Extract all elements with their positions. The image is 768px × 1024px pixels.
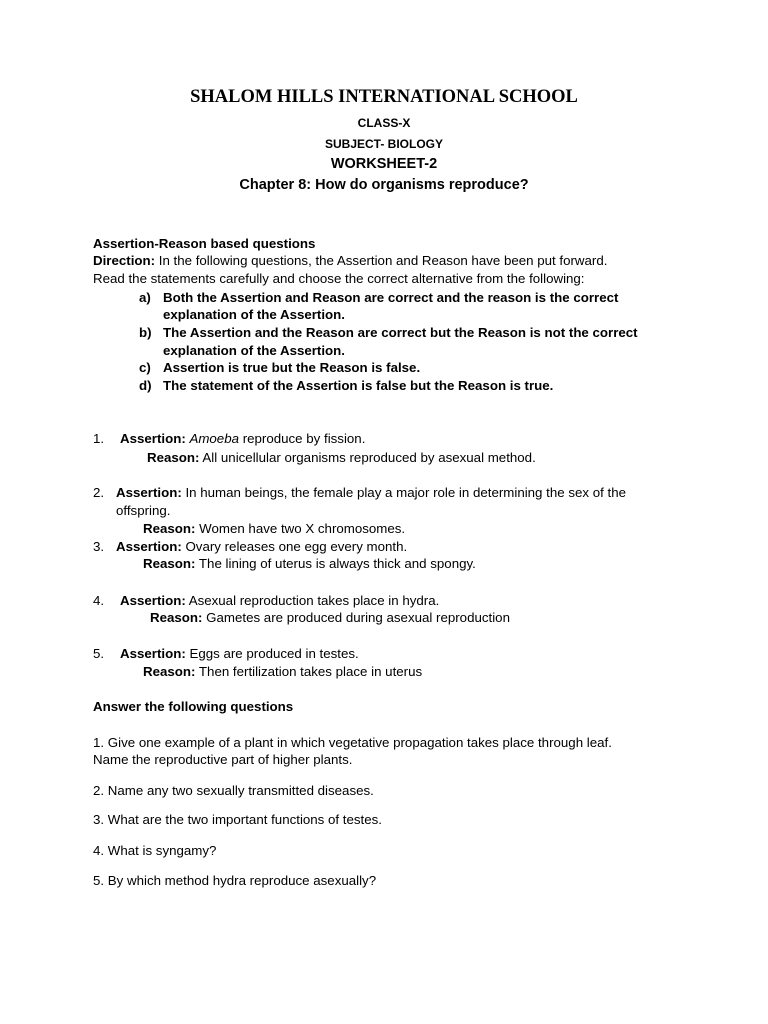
question-number: 1.	[93, 431, 105, 446]
answer-question: 2. Name any two sexually transmitted diseases.	[93, 783, 374, 798]
assertion-italic: Amoeba	[189, 431, 239, 446]
assertion-text: Asexual reproduction takes place in hydra.	[185, 593, 440, 608]
subject-label: SUBJECT- BIOLOGY	[324, 137, 443, 151]
answer-question-cont: Name the reproductive part of higher plants.	[93, 752, 353, 767]
option-letter: d)	[139, 378, 152, 393]
reason-line	[143, 663, 422, 681]
reason-line	[150, 609, 510, 627]
reason-line	[147, 449, 536, 467]
option-letter: c)	[139, 360, 151, 375]
assertion-section-heading: Assertion-Reason based questions	[93, 236, 316, 251]
option-text-cont: explanation of the Assertion.	[163, 343, 345, 358]
assertion-label: Assertion:	[120, 431, 186, 446]
class-label: CLASS-X	[357, 116, 411, 130]
assertion-line	[120, 430, 365, 448]
question-number: 4.	[93, 593, 105, 608]
assertion-text: Ovary releases one egg every month.	[181, 539, 408, 554]
assertion-line	[116, 538, 407, 556]
reason-text: Then fertilization takes place in uterus	[195, 664, 423, 679]
assertion-text: In human beings, the female play a major role in determining the sex of the	[181, 485, 626, 500]
option-text: Both the Assertion and Reason are correct and the reason is the correct	[163, 290, 619, 305]
question-number: 5.	[93, 646, 105, 661]
option-letter: a)	[139, 290, 151, 305]
reason-label: Reason:	[143, 521, 196, 536]
reason-label: Reason:	[147, 450, 200, 465]
direction-line-2: Read the statements carefully and choose the correct alternative from the following:	[93, 271, 585, 286]
answer-question: 1. Give one example of a plant in which vegetative propagation takes place through leaf.	[93, 735, 612, 750]
assertion-label: Assertion:	[120, 593, 186, 608]
option-text-cont: explanation of the Assertion.	[163, 307, 345, 322]
assertion-text: Eggs are produced in testes.	[185, 646, 359, 661]
answer-question: 4. What is syngamy?	[93, 843, 217, 858]
assertion-line	[120, 645, 359, 663]
assertion-label: Assertion:	[116, 485, 182, 500]
school-name: SHALOM HILLS INTERNATIONAL SCHOOL	[190, 87, 578, 107]
reason-text: All unicellular organisms reproduced by asexual method.	[199, 450, 536, 465]
option-letter: b)	[139, 325, 152, 340]
option-text: The Assertion and the Reason are correct but the Reason is not the correct	[163, 325, 638, 340]
reason-label: Reason:	[143, 664, 196, 679]
assertion-line	[120, 592, 439, 610]
reason-text: Gametes are produced during asexual reproduction	[202, 610, 510, 625]
assertion-line	[116, 484, 626, 502]
reason-text: Women have two X chromosomes.	[195, 521, 406, 536]
direction-text: In the following questions, the Assertion and Reason have been put forward.	[155, 253, 608, 268]
option-text: The statement of the Assertion is false but the Reason is true.	[163, 378, 554, 393]
assertion-label: Assertion:	[116, 539, 182, 554]
assertion-text-cont: offspring.	[116, 503, 171, 518]
answer-question: 3. What are the two important functions of testes.	[93, 812, 382, 827]
reason-text: The lining of uterus is always thick and spongy.	[195, 556, 476, 571]
answer-section-heading: Answer the following questions	[93, 699, 294, 714]
reason-label: Reason:	[143, 556, 196, 571]
answer-question: 5. By which method hydra reproduce asexually?	[93, 873, 377, 888]
direction-line-1	[93, 252, 607, 270]
question-number: 3.	[93, 539, 105, 554]
direction-label: Direction:	[93, 253, 156, 268]
chapter-title: Chapter 8: How do organisms reproduce?	[239, 177, 529, 193]
assertion-label: Assertion:	[120, 646, 186, 661]
reason-line	[143, 555, 476, 573]
question-number: 2.	[93, 485, 105, 500]
worksheet-title: WORKSHEET-2	[330, 156, 438, 172]
option-text: Assertion is true but the Reason is false.	[163, 360, 421, 375]
reason-label: Reason:	[150, 610, 203, 625]
reason-line	[143, 520, 405, 538]
assertion-text: reproduce by fission.	[239, 431, 366, 446]
